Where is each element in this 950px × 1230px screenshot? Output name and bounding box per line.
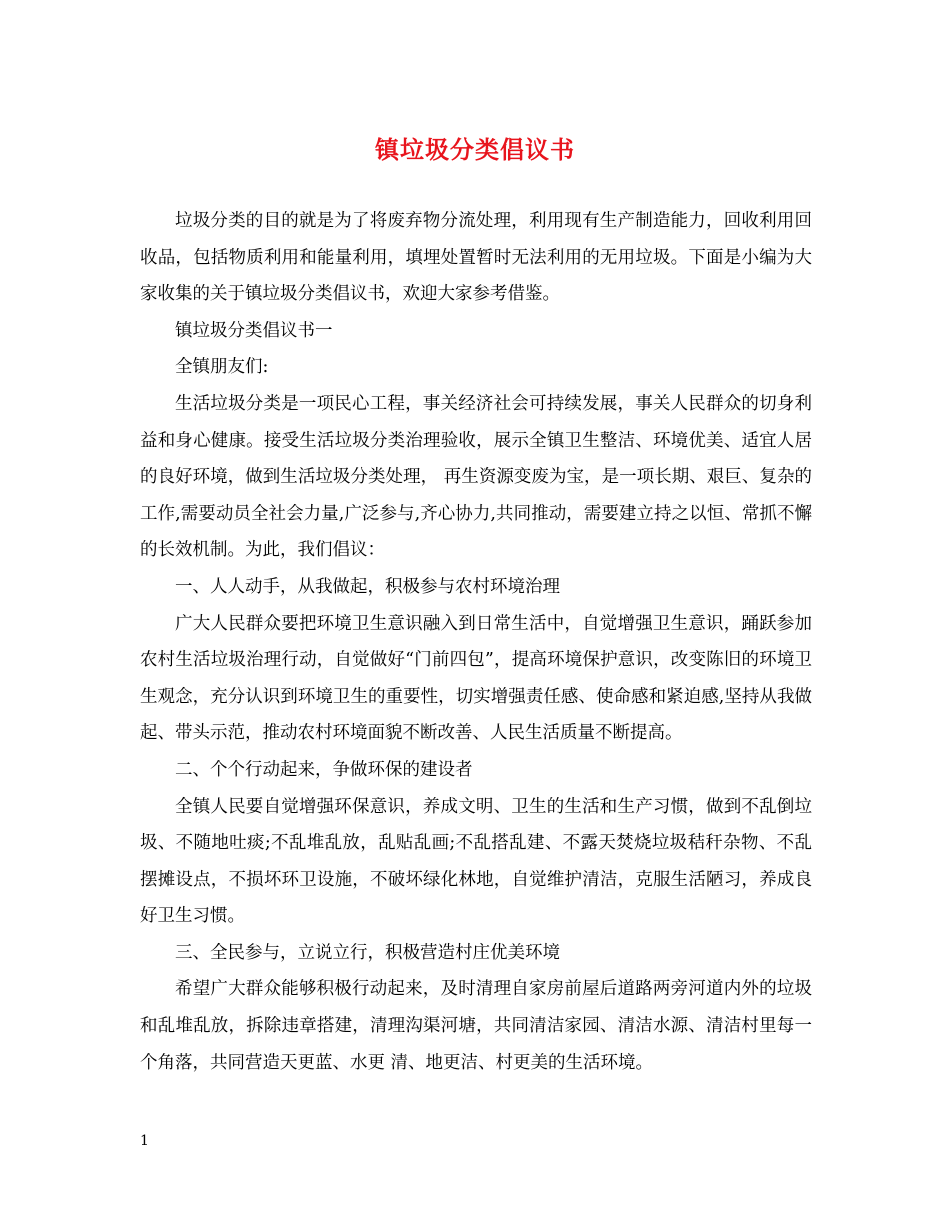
paragraph-salutation: 全镇朋友们: [175, 357, 269, 378]
paragraph-background: 生活垃圾分类是一项民心工程，事关经济社会可持续发展，事关人民群众的切身利益和身心健康。接受生活垃圾分类治理验收，展示全镇卫生整洁、环境优美、适宜人居的良好环境，做到生活垃圾分类处理， 再生资源变废为宝，是一项长期、艰巨、复杂的工作,需要动员全社会力量,广泛参与,齐心协力,共同推动，需要建立持之以恒、常抓不懈的长效机制。为此，我们倡议： [140, 393, 812, 561]
paragraph-intro: 垃圾分类的目的就是为了将废弃物分流处理，利用现有生产制造能力，回收利用回收品，包括物质利用和能量利用，填埋处置暂时无法利用的无用垃圾。下面是小编为大家收集的关于镇垃圾分类倡议书，欢迎大家参考借鉴。 [140, 211, 812, 305]
document-title: 镇垃圾分类倡议书 [375, 135, 575, 164]
paragraph-body-2: 全镇人民要自觉增强环保意识，养成文明、卫生的生活和生产习惯，做到不乱倒垃圾、不随地吐痰;不乱堆乱放，乱贴乱画;不乱搭乱建、不露天焚烧垃圾秸秆杂物、不乱摆摊设点，不损坏环卫设施，不破坏绿化林地，自觉维护清洁，克服生活陋习，养成良好卫生习惯。 [140, 796, 812, 927]
document-body [140, 203, 812, 1081]
page-number: 1 [140, 1133, 149, 1149]
paragraph-section-heading: 镇垃圾分类倡议书一 [175, 320, 333, 341]
paragraph-body-1: 广大人民群众要把环境卫生意识融入到日常生活中，自觉增强卫生意识，踊跃参加农村生活垃圾治理行动，自觉做好“门前四包”，提高环境保护意识，改变陈旧的环境卫生观念，充分认识到环境卫生的重要性，切实增强责任感、使命感和紧迫感,坚持从我做起、带头示范，推动农村环境面貌不断改善、人民生活质量不断提高。 [140, 613, 812, 744]
paragraph-heading-3: 三、全民参与，立说立行，积极营造村庄优美环境 [175, 942, 560, 963]
paragraph-body-3: 希望广大群众能够积极行动起来，及时清理自家房前屋后道路两旁河道内外的垃圾和乱堆乱放，拆除违章搭建，清理沟渠河塘，共同清洁家园、清洁水源、清洁村里每一个角落，共同营造天更蓝、水更 清、地更洁、村更美的生活环境。 [140, 979, 812, 1073]
paragraph-heading-2: 二、个个行动起来，争做环保的建设者 [175, 759, 473, 780]
paragraph-heading-1: 一、人人动手，从我做起，积极参与农村环境治理 [175, 576, 560, 597]
